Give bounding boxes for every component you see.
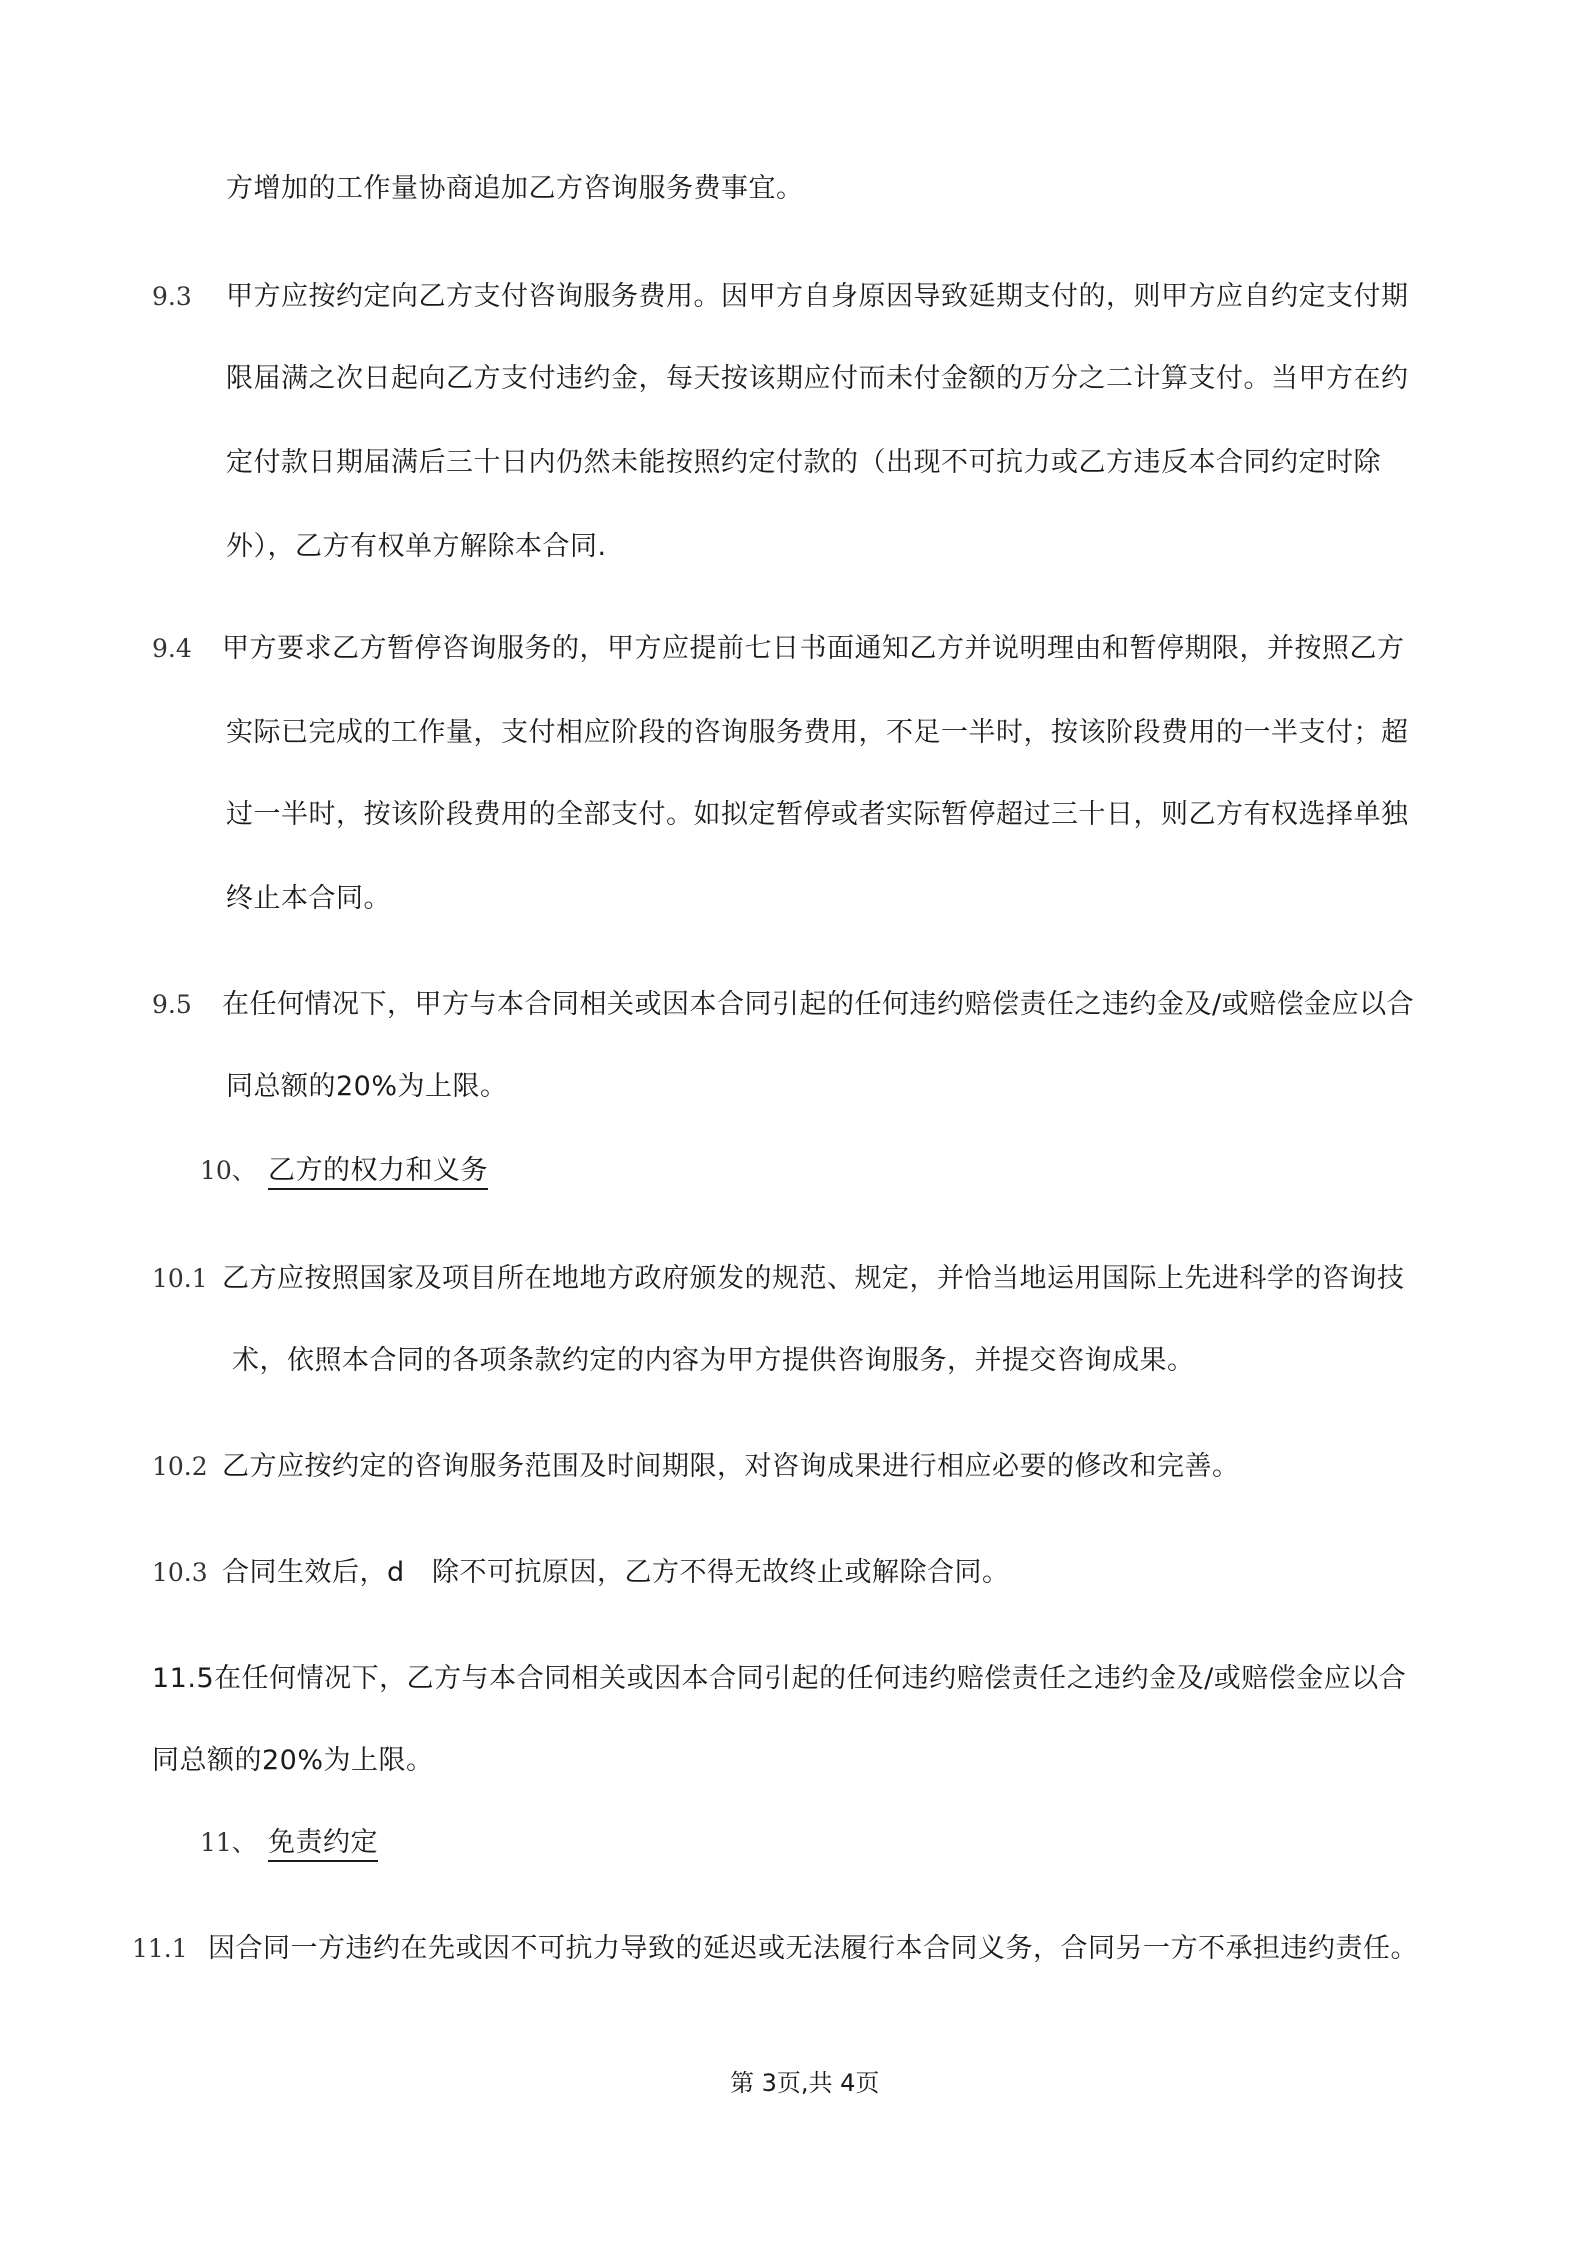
clause-9-4-line-4: 终止本合同。: [226, 883, 391, 914]
clause-number-11-1: 11.1: [132, 1934, 188, 1963]
clause-9-3-line-3: 定付款日期届满后三十日内仍然未能按照约定付款的（出现不可抗力或乙方违反本合同约定时除: [226, 447, 1381, 478]
clause-number-10-1: 10.1: [152, 1264, 208, 1293]
heading-11-number: 11、: [200, 1828, 257, 1857]
clause-11-5-line-1: 11.5在任何情况下，乙方与本合同相关或因本合同引起的任何违约赔偿责任之违约金及/或赔偿金应以合: [152, 1663, 1407, 1694]
clause-number-9-3: 9.3: [152, 282, 192, 311]
clause-number-10-3: 10.3: [152, 1558, 208, 1587]
heading-10-title-text: 乙方的权力和义务: [268, 1155, 488, 1190]
clause-9-5-line-2: 同总额的20%为上限。: [226, 1071, 508, 1102]
clause-10-2-text: 乙方应按约定的咨询服务范围及时间期限，对咨询成果进行相应必要的修改和完善。: [222, 1451, 1240, 1482]
clause-10-3-text-a: 合同生效后，d: [222, 1557, 405, 1588]
heading-10-title: [268, 1154, 488, 1188]
heading-11-title: [268, 1826, 378, 1860]
clause-9-5-line-1: 在任何情况下，甲方与本合同相关或因本合同引起的任何违约赔偿责任之违约金及/或赔偿金应以合: [222, 989, 1415, 1020]
clause-number-9-5: 9.5: [152, 990, 192, 1019]
clause-9-4-line-3: 过一半时，按该阶段费用的全部支付。如拟定暂停或者实际暂停超过三十日，则乙方有权选择单独: [226, 799, 1409, 830]
paragraph-9-2-tail: 方增加的工作量协商追加乙方咨询服务费事宜。: [226, 173, 804, 204]
heading-11-title-text: 免责约定: [268, 1827, 378, 1862]
clause-number-10-2: 10.2: [152, 1452, 208, 1481]
clause-9-3-line-4: 外），乙方有权单方解除本合同.: [226, 531, 607, 562]
heading-10-number: 10、: [200, 1156, 257, 1185]
clause-10-3-text-b: 除不可抗原因，乙方不得无故终止或解除合同。: [432, 1557, 1010, 1588]
clause-9-4-line-1: 甲方要求乙方暂停咨询服务的，甲方应提前七日书面通知乙方并说明理由和暂停期限，并按照乙方: [222, 633, 1405, 664]
clause-11-1-text: 因合同一方违约在先或因不可抗力导致的延迟或无法履行本合同义务，合同另一方不承担违约责任。: [208, 1933, 1418, 1964]
clause-9-3-line-1: 甲方应按约定向乙方支付咨询服务费用。因甲方自身原因导致延期支付的，则甲方应自约定支付期: [226, 281, 1409, 312]
clause-10-1-line-1: 乙方应按照国家及项目所在地地方政府颁发的规范、规定，并恰当地运用国际上先进科学的咨询技: [222, 1263, 1405, 1294]
clause-10-1-line-2: 术，依照本合同的各项条款约定的内容为甲方提供咨询服务，并提交咨询成果。: [232, 1345, 1195, 1376]
page-number-footer: 第 3页,共 4页: [730, 2069, 880, 2097]
clause-11-5-line-2: 同总额的20%为上限。: [152, 1745, 434, 1776]
clause-number-9-4: 9.4: [152, 634, 192, 663]
clause-9-4-line-2: 实际已完成的工作量，支付相应阶段的咨询服务费用，不足一半时，按该阶段费用的一半支付；超: [226, 717, 1409, 748]
clause-9-3-line-2: 限届满之次日起向乙方支付违约金，每天按该期应付而未付金额的万分之二计算支付。当甲方在约: [226, 363, 1409, 394]
